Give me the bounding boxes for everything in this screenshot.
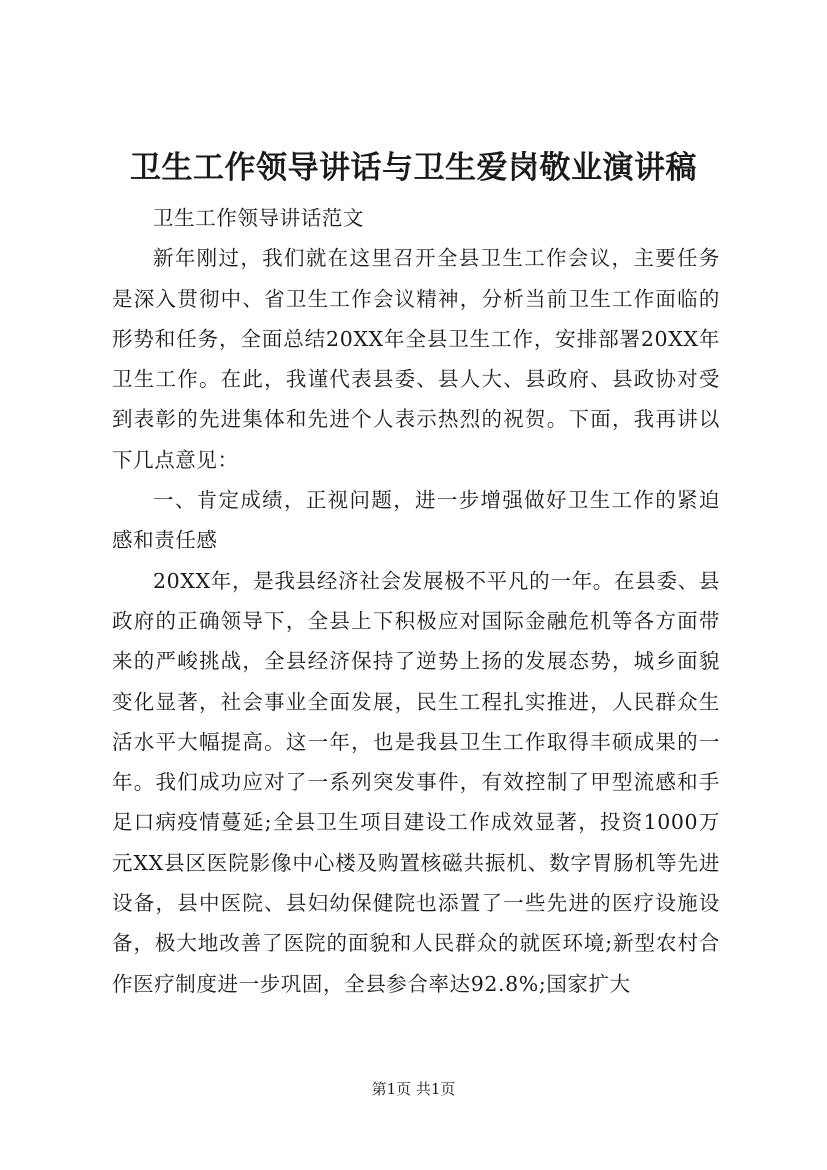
paragraph-intro: 新年刚过，我们就在这里召开全县卫生工作会议，主要任务是深入贯彻中、省卫生工作会议精神，分析当前卫生工作面临的形势和任务，全面总结20XX年全县卫生工作，安排部署20XX年卫生工作。在此，我谨代表县委、县人大、县政府、县政协对受到表彰的先进集体和先进个人表示热烈的祝贺。下面，我再讲以下几点意见： — [112, 246, 720, 472]
page-footer: 第1页 共1页 — [371, 1080, 456, 1098]
paragraph-subtitle: 卫生工作领导讲话范文 — [153, 206, 364, 230]
paragraph-section-heading: 一、肯定成绩，正视问题，进一步增强做好卫生工作的紧迫感和责任感 — [112, 488, 720, 553]
paragraph-achievements: 20XX年，是我县经济社会发展极不平凡的一年。在县委、县政府的正确领导下，全县上下积极应对国际金融危机等各方面带来的严峻挑战，全县经济保持了逆势上扬的发展态势，城乡面貌变化显著，社会事业全面发展，民生工程扎实推进，人民群众生活水平大幅提高。这一年，也是我县卫生工作取得丰硕成果的一年。我们成功应对了一系列突发事件，有效控制了甲型流感和手足口病疫情蔓延;全县卫生项目建设工作成效显著，投资1000万元XX县区医院影像中心楼及购置核磁共振机、数字胃肠机等先进设备，县中医院、县妇幼保健院也添置了一些先进的医疗设施设备，极大地改善了医院的面貌和人民群众的就医环境;新型农村合作医疗制度进一步巩固，全县参合率达92.8%;国家扩大 — [112, 568, 720, 996]
document-body — [112, 198, 720, 1004]
document-title: 卫生工作领导讲话与卫生爱岗敬业演讲稿 — [130, 150, 697, 186]
